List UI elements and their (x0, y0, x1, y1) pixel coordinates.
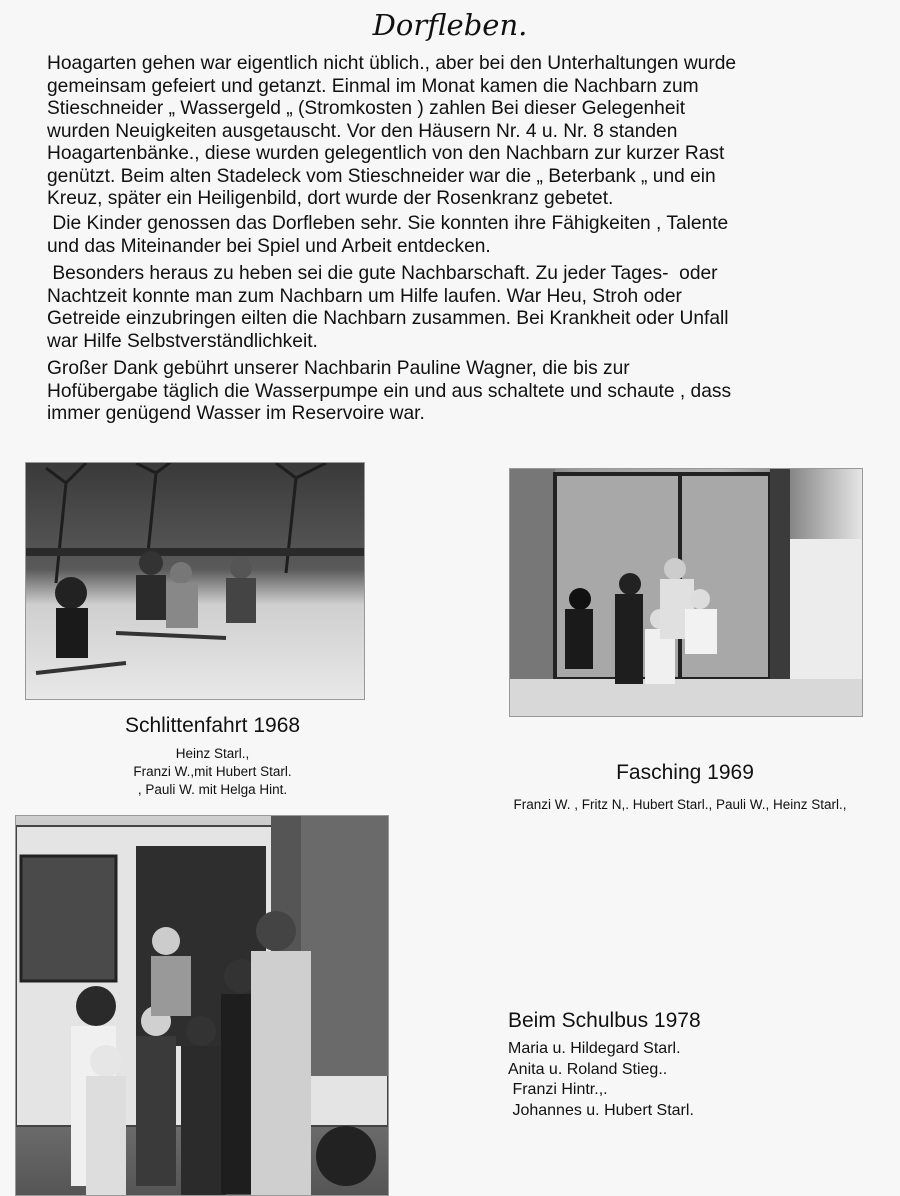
school-bus-illustration (16, 816, 388, 1195)
text-line: gemeinsam gefeiert und getanzt. Einmal im Monat kamen die Nachbarn zum (47, 75, 699, 97)
caption-line: , Pauli W. mit Helga Hint. (137, 782, 288, 797)
sled-ride-caption-title: Schlittenfahrt 1968 (124, 714, 301, 737)
caption-line: Maria u. Hildegard Starl. (508, 1040, 681, 1057)
text-line: Hoagarten gehen war eigentlich nicht üblich., aber bei den Unterhaltungen wurde (47, 53, 737, 74)
text-line: wurden Neuigkeiten ausgetauscht. Vor den Häusern Nr. 4 u. Nr. 8 standen (47, 120, 678, 142)
carnival-photo (509, 468, 863, 717)
caption-line: Franzi W.,mit Hubert Starl. (133, 764, 292, 779)
caption-line: Anita u. Roland Stieg.. (508, 1060, 668, 1078)
text-line: genützt. Beim alten Stadeleck vom Stieschneider war die „ Beterbank „ und ein (47, 165, 716, 187)
text-line: Hoagartenbänke., diese wurden gelegentlich von den Nachbarn zur kurzer Rast (47, 143, 725, 164)
text-line: Die Kinder genossen das Dorfleben sehr. Sie konnten ihre Fähigkeiten , Talente (47, 213, 729, 234)
page-title: Dorfleben. (372, 8, 528, 42)
school-bus-caption-names (508, 1039, 808, 1121)
text-line: Hofübergabe täglich die Wasserpumpe ein und aus schaltete und schaute , dass (47, 380, 732, 402)
caption-line: Franzi Hintr.,. (508, 1081, 608, 1098)
text-line: Stieschneider „ Wassergeld „ (Stromkosten ) zahlen Bei dieser Gelegenheit (47, 98, 686, 119)
text-line: immer genügend Wasser im Reservoire war. (47, 403, 425, 424)
school-bus-photo (15, 815, 389, 1196)
caption-line: Franzi W. , Fritz N,. Hubert Starl., Pauli W., Heinz Starl., (513, 797, 847, 812)
text-line: und das Miteinander bei Spiel und Arbeit entdecken. (47, 235, 491, 257)
paragraph-hoagarten (47, 53, 887, 211)
carnival-caption-names (460, 796, 900, 814)
text-line: Nachtzeit konnte man zum Nachbarn um Hilfe laufen. War Heu, Stroh oder (47, 285, 682, 307)
sled-ride-caption-names (25, 745, 400, 799)
text-line: Besonders heraus zu heben sei die gute Nachbarschaft. Zu jeder Tages- oder (47, 263, 718, 284)
paragraph-dank (47, 358, 887, 426)
sled-ride-photo (25, 462, 365, 700)
paragraph-nachbarschaft (47, 263, 887, 353)
caption-line: Johannes u. Hubert Starl. (508, 1101, 694, 1119)
text-line: Getreide einzubringen eilten die Nachbarn zusammen. Bei Krankheit oder Unfall (47, 308, 729, 329)
text-line: war Hilfe Selbstverständlichkeit. (47, 330, 318, 352)
school-bus-caption-title: Beim Schulbus 1978 (508, 1009, 701, 1032)
sled-ride-illustration (26, 463, 364, 699)
caption-line: Heinz Starl., (175, 746, 250, 761)
paragraph-kinder (47, 213, 887, 258)
carnival-caption-title: Fasching 1969 (616, 761, 754, 784)
text-line: Großer Dank gebührt unserer Nachbarin Pauline Wagner, die bis zur (47, 358, 630, 379)
text-line: Kreuz, später ein Heiligenbild, dort wurde der Rosenkranz gebetet. (47, 188, 614, 209)
carnival-illustration (510, 469, 862, 716)
